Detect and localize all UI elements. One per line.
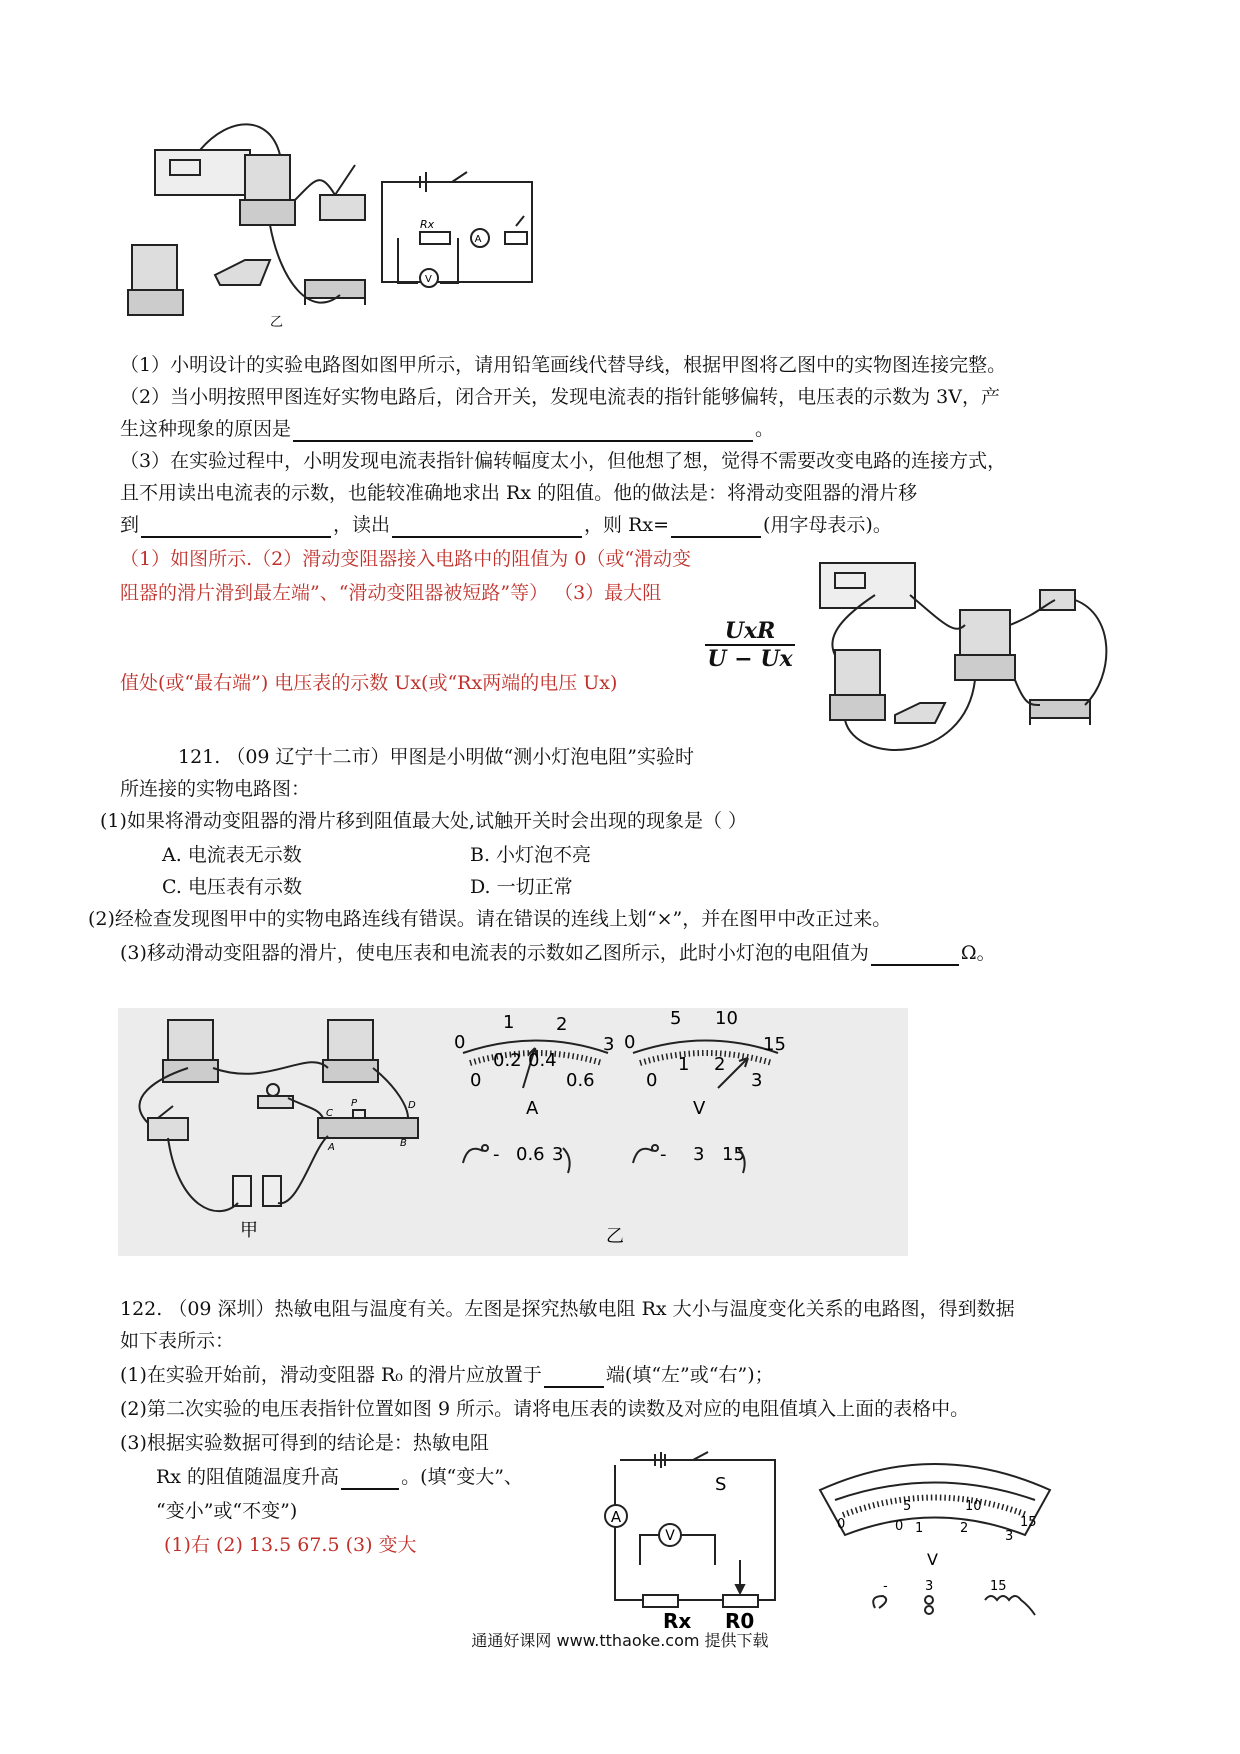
circuit-voltmeter: V [665,1528,675,1544]
ammeter-bottom-3: 0.6 [566,1070,595,1091]
q120-p2b-pre: 生这种现象的原因是 [120,418,292,440]
meter3-top-3: 15 [1020,1515,1037,1530]
meter3-term-2: 15 [990,1579,1007,1594]
q122-s3b [156,1464,523,1490]
ammeter-term-2: 3 [552,1144,564,1165]
q121-s3-post: Ω。 [960,942,996,964]
ammeter-top-2: 2 [556,1014,568,1035]
circuit-switch: S [715,1474,727,1495]
ammeter-bottom-2: 0.4 [528,1050,557,1071]
q122-head1: 122. （09 深圳）热敏电阻与温度有关。左图是探究热敏电阻 Rx 大小与温度变化关系的电路图，得到数据 [120,1298,1015,1320]
q120-answer-3: 值处(或“最右端”) 电压表的示数 Ux(或“Rx两端的电压 Ux) [120,672,618,694]
page-footer: 通通好课网 www.tthaoke.com 提供下载 [471,1631,769,1650]
ammeter-unit: A [526,1098,539,1119]
q121-optC[interactable]: C. 电压表有示数 [162,876,302,898]
q120-answer-2: 阻器的滑片滑到最左端”、“滑动变阻器被短路”等） （3）最大阻 [120,582,662,604]
q121-s1: (1)如果将滑动变阻器的滑片移到阻值最大处,试触开关时会出现的现象是（ ） [100,810,747,832]
fraction-numerator: UxR [705,618,795,646]
ammeter-top-0: 0 [454,1032,466,1053]
ammeter-bottom-1: 0.2 [493,1050,522,1071]
voltmeter-top-1: 5 [670,1008,682,1029]
q120-apparatus-figure [120,120,620,335]
meter3-bottom-0: 0 [837,1517,846,1532]
q121-figure [118,1008,908,1256]
circuit-rx: Rx [663,1609,692,1630]
fig-jia-label: 甲 [240,1220,258,1241]
svg-text:A: A [328,1142,335,1153]
svg-text:V: V [425,274,432,285]
voltmeter-unit: V [693,1098,706,1119]
meter3-top-0: 0 [895,1519,904,1534]
q120-p3a: （3）在实验过程中，小明发现电流表指针偏转幅度太小，但他想了想，觉得不需要改变电路的连接方式， [120,450,1007,472]
q121-s3-pre: (3)移动滑动变阻器的滑片，使电压表和电流表的示数如乙图所示，此时小灯泡的电阻值为 [120,942,869,964]
meter3-top-2: 10 [965,1499,982,1514]
ammeter-bottom-0: 0 [470,1070,482,1091]
q122-s2: (2)第二次实验的电压表指针位置如图 9 所示。请将电压表的读数及对应的电阻值填入上面的表格中。 [120,1398,970,1420]
q120-p3b: 且不用读出电流表的示数，也能较准确地求出 Rx 的阻值。他的做法是：将滑动变阻器的滑片移 [120,482,918,504]
q122-head2: 如下表所示： [120,1330,235,1352]
q120-p3c-1: 到 [120,514,140,536]
q122-s3b-pre: Rx 的阻值随温度升高 [156,1466,340,1488]
ammeter-top-1: 1 [503,1012,515,1033]
meter3-term-1: 3 [925,1579,934,1594]
voltmeter-term-1: 3 [693,1144,705,1165]
q122-voltmeter [815,1450,1055,1625]
meter3-bottom-2: 2 [960,1521,969,1536]
voltmeter-term-2: 15 [722,1144,745,1165]
fraction-denominator: U − Ux [707,646,793,672]
meter3-unit: V [927,1550,938,1569]
q122-s1 [120,1362,774,1388]
svg-text:D: D [408,1100,416,1111]
q122-s3c: “变小”或“不变”) [156,1500,298,1522]
circuit-r0: R0 [725,1609,755,1630]
q122-answer: (1)右 (2) 13.5 67.5 (3) 变大 [164,1534,417,1556]
q120-p3c-2: ，读出 [333,514,391,536]
q120-p2b-post: 。 [755,418,775,440]
q120-p2b [120,416,774,442]
q120-answer-figure [815,555,1125,760]
q120-p1: （1）小明设计的实验电路图如图甲所示，请用铅笔画线代替导线，根据甲图将乙图中的实物图连接完整。 [120,354,1007,376]
svg-text:B: B [400,1138,407,1149]
meter3-bottom-1: 1 [915,1521,924,1536]
q120-blank-reason[interactable] [293,420,753,442]
q121-s2: (2)经检查发现图甲中的实物电路连线有错误。请在错误的连线上划“×”，并在图甲中改正过来。 [88,908,892,930]
q122-s1-pre: (1)在实验开始前，滑动变阻器 R₀ 的滑片应放置于 [120,1364,542,1386]
q120-blank-position[interactable] [141,516,331,538]
q122-blank-end[interactable] [544,1366,604,1388]
q121-head2: 所连接的实物电路图： [120,778,311,800]
svg-text:A: A [474,234,482,245]
q122-s3b-post: 。(填“变大”、 [401,1466,523,1488]
q121-optB[interactable]: B. 小灯泡不亮 [470,844,592,866]
ammeter-term-0: - [493,1144,500,1165]
q120-blank-reading[interactable] [392,516,582,538]
q122-s3a: (3)根据实验数据可得到的结论是：热敏电阻 [120,1432,489,1454]
voltmeter-bottom-3: 3 [751,1070,763,1091]
meter3-bottom-3: 3 [1005,1529,1014,1544]
meter3-top-1: 5 [903,1499,912,1514]
voltmeter-bottom-1: 1 [678,1054,690,1075]
q120-fraction [705,618,795,672]
q120-answer-1: （1）如图所示.（2）滑动变阻器接入电路中的阻值为 0（或“滑动变 [120,548,692,570]
voltmeter-bottom-0: 0 [646,1070,658,1091]
q121-head1: 121. （09 辽宁十二市）甲图是小明做“测小灯泡电阻”实验时 [178,746,694,768]
voltmeter-top-2: 10 [715,1008,738,1029]
fig-yi-label-2: 乙 [606,1226,624,1247]
q121-s3 [120,940,996,966]
q121-optD[interactable]: D. 一切正常 [470,876,573,898]
q122-circuit [595,1450,795,1630]
q120-p3c-3: ，则 Rx= [584,514,670,536]
meter3-term-0: - [883,1579,888,1594]
q120-p2a: （2）当小明按照甲图连好实物电路后，闭合开关，发现电流表的指针能够偏转，电压表的示数为 3V，产 [120,386,1000,408]
svg-text:C: C [326,1108,333,1119]
voltmeter-term-0: - [660,1144,667,1165]
q120-p3c-4: (用字母表示)。 [763,514,892,536]
circuit-ammeter: A [610,1508,622,1526]
q122-blank-trend[interactable] [341,1468,399,1490]
voltmeter-top-3: 15 [763,1034,786,1055]
q121-optA[interactable]: A. 电流表无示数 [162,844,302,866]
ammeter-term-1: 0.6 [516,1144,545,1165]
svg-text:P: P [351,1098,358,1109]
voltmeter-bottom-2: 2 [714,1054,726,1075]
fig-yi-label: 乙 [270,315,284,330]
ammeter-top-3: 3 [603,1034,615,1055]
q120-p3c [120,512,892,538]
circuit-rx-label: Rx [420,218,435,231]
q120-blank-rx[interactable] [671,516,761,538]
q121-blank-resistance[interactable] [871,944,959,966]
q122-s1-post: 端(填“左”或“右”)； [605,1364,774,1386]
voltmeter-top-0: 0 [624,1032,636,1053]
